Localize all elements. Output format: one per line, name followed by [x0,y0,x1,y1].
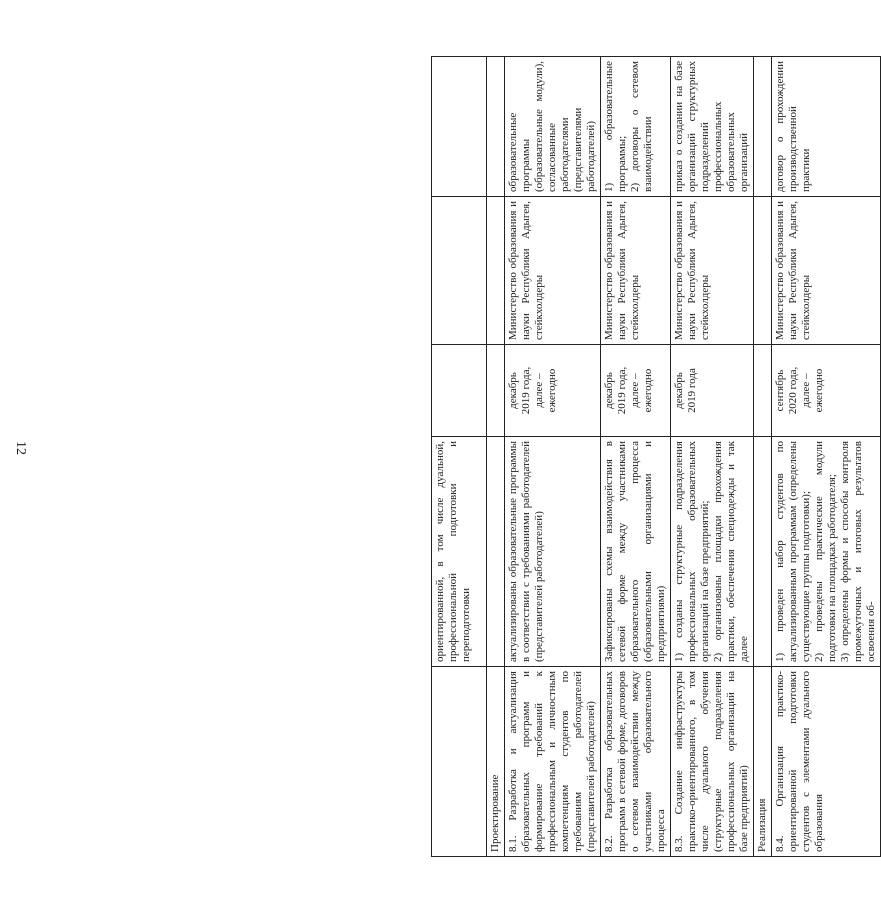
table-row [772,57,881,857]
cell-result: ориентированной, в том числе дуальной, профессиональной подготовки и переподготовки [432,437,487,667]
page-number: 12 [13,441,28,455]
cell-responsible: Министерство образования и науки Республики Адыгея, стейкхолдеры [772,197,881,345]
cell-result: Зафиксированы схемы взаимодействия в сетевой форме между участниками образовательного процесса (образовательными организациями и предприятиями) [601,437,671,667]
cell-task [432,667,487,857]
cell-date: декабрь 2019 года, далее – ежегодно [601,345,671,437]
cell-empty [754,57,772,197]
section-label: Проектирование [487,667,505,857]
table-row [601,57,671,857]
cell-date: декабрь 2019 года [671,345,754,437]
cell-responsible: Министерство образования и науки Республики Адыгея, стейкхолдеры [505,197,601,345]
cell-document [432,57,487,197]
table-row [671,57,754,857]
cell-empty [754,437,772,667]
cell-document: образовательные программы (образовательные модули), согласованные работодателями (представителями работодателей) [505,57,601,197]
plan-table [431,56,881,857]
cell-task: 8.2. Разработка образовательных программ в сетевой форме, договоров о сетевом взаимодействии между участниками образовательного процесса [601,667,671,857]
cell-document: приказ о создании на базе организаций структурных подразделений профессиональных образовательных организаций [671,57,754,197]
cell-empty [487,197,505,345]
table-row-continuation [432,57,487,857]
cell-empty [754,345,772,437]
cell-date: декабрь 2019 года, далее – ежегодно [505,345,601,437]
cell-empty [487,57,505,197]
section-row-design [487,57,505,857]
cell-task: 8.3. Создание инфраструктуры практико-ориентированного, в том числе дуального обучения (структурные подразделения профессиональных организаций на базе предприятий) [671,667,754,857]
cell-empty [754,197,772,345]
rotated-page [431,57,877,857]
cell-responsible: Министерство образования и науки Республики Адыгея, стейкхолдеры [671,197,754,345]
cell-result: актуализированы образовательные программы в соответствии с требованиями работодателей (представителей работодателей) [505,437,601,667]
cell-empty [487,437,505,667]
section-row-realization [754,57,772,857]
cell-document: договор о прохождении производственной практики [772,57,881,197]
table-row [505,57,601,857]
section-label: Реализация [754,667,772,857]
cell-task: 8.4. Организация практико-ориентированной подготовки студентов с элементами дуального образования [772,667,881,857]
cell-date: сентябрь 2020 года, далее – ежегодно [772,345,881,437]
cell-responsible: Министерство образования и науки Республики Адыгея, стейкхолдеры [601,197,671,345]
cell-result: 1) созданы структурные подразделения профессиональных образовательных организаций на базе предприятий; 2) организованы площадки прохождения практики, обеспечения специодежды и так далее [671,437,754,667]
cell-task: 8.1. Разработка и актуализация образовательных программ и формирование требований к профессиональным и личностным компетенциям студентов по требованиям работодателей (представителей работодателей) [505,667,601,857]
cell-document: 1) образовательные программы; 2) договоры о сетевом взаимодействии [601,57,671,197]
cell-empty [487,345,505,437]
cell-result: 1) проведен набор студентов по актуализированным программам (определены существующие группы подготовки); 2) проведены практические модули подготовки на площадках работодателя; 3) определены формы и способы контроля промежуточных и итоговых результатов освоения об- [772,437,881,667]
cell-responsible [432,197,487,345]
cell-date [432,345,487,437]
